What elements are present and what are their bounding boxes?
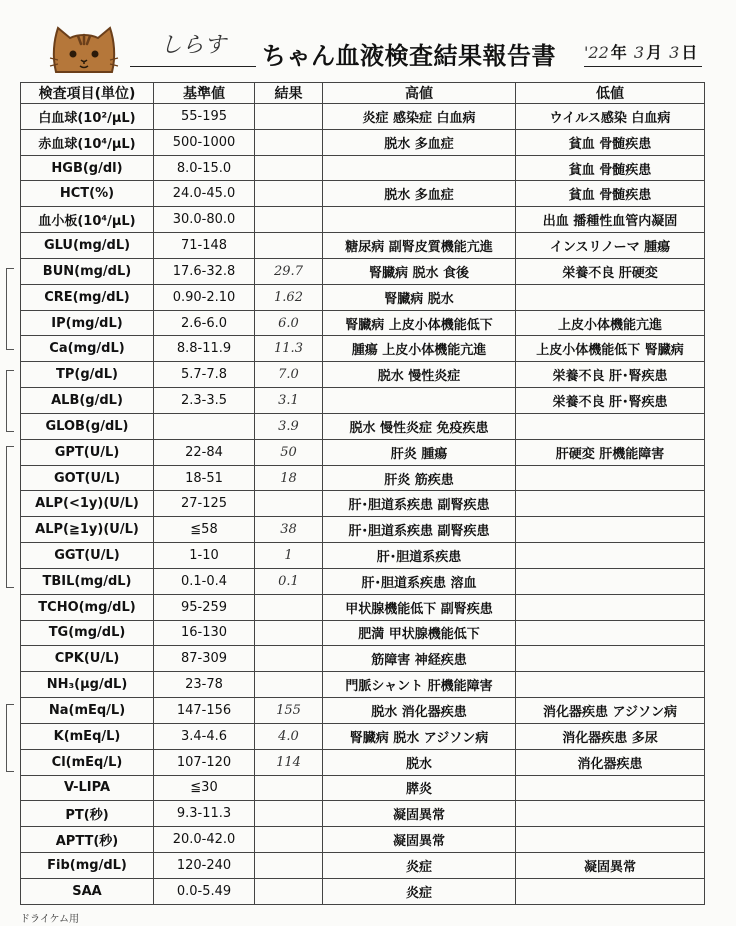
test-item-cell: ALP(≧1y)(U/L) <box>21 517 154 543</box>
low-value-cell <box>516 465 705 491</box>
table-row <box>21 775 705 801</box>
low-value-cell: 出血 播種性血管内凝固 <box>516 207 705 233</box>
reference-range-cell: 107-120 <box>154 749 255 775</box>
reference-range-cell <box>154 413 255 439</box>
test-item-cell: ALB(g/dL) <box>21 388 154 414</box>
reference-range-cell: 8.0-15.0 <box>154 155 255 181</box>
table-row <box>21 646 705 672</box>
reference-range-cell: 9.3-11.3 <box>154 801 255 827</box>
reference-range-cell: 1-10 <box>154 543 255 569</box>
reference-range-cell: ≦58 <box>154 517 255 543</box>
table-row <box>21 104 705 130</box>
result-cell <box>255 775 323 801</box>
table-row <box>21 310 705 336</box>
reference-range-cell: 18-51 <box>154 465 255 491</box>
high-value-cell: 門脈シャント 肝機能障害 <box>323 672 516 698</box>
low-value-cell: 消化器疾患 <box>516 749 705 775</box>
table-row <box>21 517 705 543</box>
reference-range-cell: 0.0-5.49 <box>154 878 255 904</box>
test-item-cell: 赤血球(10⁴/μL) <box>21 129 154 155</box>
low-value-cell <box>516 491 705 517</box>
high-value-cell: 脱水 多血症 <box>323 129 516 155</box>
column-header-high: 高値 <box>323 83 516 104</box>
reference-range-cell: 0.90-2.10 <box>154 284 255 310</box>
reference-range-cell: 95-259 <box>154 594 255 620</box>
test-item-cell: 血小板(10⁴/μL) <box>21 207 154 233</box>
high-value-cell: 腎臓病 脱水 アジソン病 <box>323 723 516 749</box>
result-cell <box>255 672 323 698</box>
high-value-cell: 肝･胆道系疾患 副腎疾患 <box>323 517 516 543</box>
result-cell <box>255 129 323 155</box>
test-item-cell: SAA <box>21 878 154 904</box>
high-value-cell: 膵炎 <box>323 775 516 801</box>
report-title: ちゃん血液検査結果報告書 <box>262 42 556 70</box>
table-row <box>21 853 705 879</box>
date-month: 3 <box>633 43 645 62</box>
high-value-cell <box>323 155 516 181</box>
date-year: '22 <box>584 43 609 62</box>
high-value-cell: 甲状腺機能低下 副腎疾患 <box>323 594 516 620</box>
high-value-cell: 肝･胆道系疾患 <box>323 543 516 569</box>
low-value-cell <box>516 827 705 853</box>
cat-face-icon <box>48 20 120 76</box>
test-item-cell: 白血球(10²/μL) <box>21 104 154 130</box>
test-item-cell: TP(g/dL) <box>21 362 154 388</box>
result-cell: 6.0 <box>255 310 323 336</box>
test-item-cell: TBIL(mg/dL) <box>21 568 154 594</box>
test-item-cell: CPK(U/L) <box>21 646 154 672</box>
test-item-cell: GPT(U/L) <box>21 439 154 465</box>
low-value-cell <box>516 413 705 439</box>
low-value-cell: 肝硬変 肝機能障害 <box>516 439 705 465</box>
table-row <box>21 878 705 904</box>
high-value-cell: 脱水 <box>323 749 516 775</box>
high-value-cell: 凝固異常 <box>323 801 516 827</box>
test-item-cell: GOT(U/L) <box>21 465 154 491</box>
test-item-cell: HGB(g/dl) <box>21 155 154 181</box>
result-cell: 3.1 <box>255 388 323 414</box>
test-item-cell: Na(mEq/L) <box>21 698 154 724</box>
low-value-cell: ウイルス感染 白血病 <box>516 104 705 130</box>
low-value-cell: 凝固異常 <box>516 853 705 879</box>
low-value-cell: 貧血 骨髄疾患 <box>516 155 705 181</box>
low-value-cell: 消化器疾患 多尿 <box>516 723 705 749</box>
high-value-cell: 腎臓病 上皮小体機能低下 <box>323 310 516 336</box>
column-header-result: 結果 <box>255 83 323 104</box>
result-cell: 7.0 <box>255 362 323 388</box>
table-row <box>21 568 705 594</box>
low-value-cell: 貧血 骨髄疾患 <box>516 129 705 155</box>
date-day-kanji: 日 <box>681 43 698 62</box>
low-value-cell: 貧血 骨髄疾患 <box>516 181 705 207</box>
result-cell: 3.9 <box>255 413 323 439</box>
result-cell: 1.62 <box>255 284 323 310</box>
high-value-cell: 肝･胆道系疾患 副腎疾患 <box>323 491 516 517</box>
result-cell: 155 <box>255 698 323 724</box>
reference-range-cell: 147-156 <box>154 698 255 724</box>
test-item-cell: ALP(<1y)(U/L) <box>21 491 154 517</box>
high-value-cell <box>323 207 516 233</box>
table-row <box>21 827 705 853</box>
reference-range-cell: 23-78 <box>154 672 255 698</box>
result-cell <box>255 853 323 879</box>
test-item-cell: Ca(mg/dL) <box>21 336 154 362</box>
test-item-cell: BUN(mg/dL) <box>21 258 154 284</box>
test-item-cell: Cl(mEq/L) <box>21 749 154 775</box>
result-cell: 1 <box>255 543 323 569</box>
table-row <box>21 155 705 181</box>
table-row <box>21 388 705 414</box>
test-item-cell: HCT(%) <box>21 181 154 207</box>
reference-range-cell: 27-125 <box>154 491 255 517</box>
result-cell <box>255 594 323 620</box>
low-value-cell: 栄養不良 肝･腎疾患 <box>516 388 705 414</box>
high-value-cell: 炎症 感染症 白血病 <box>323 104 516 130</box>
low-value-cell: インスリノーマ 腫瘍 <box>516 233 705 259</box>
low-value-cell <box>516 672 705 698</box>
high-value-cell: 肥満 甲状腺機能低下 <box>323 620 516 646</box>
reference-range-cell: 17.6-32.8 <box>154 258 255 284</box>
table-row <box>21 207 705 233</box>
column-header-item: 検査項目(単位) <box>21 83 154 104</box>
column-header-low: 低値 <box>516 83 705 104</box>
test-item-cell: PT(秒) <box>21 801 154 827</box>
test-item-cell: IP(mg/dL) <box>21 310 154 336</box>
table-row <box>21 749 705 775</box>
reference-range-cell: 24.0-45.0 <box>154 181 255 207</box>
high-value-cell: 糖尿病 副腎皮質機能亢進 <box>323 233 516 259</box>
test-item-cell: GLOB(g/dL) <box>21 413 154 439</box>
result-cell <box>255 801 323 827</box>
reference-range-cell: 3.4-4.6 <box>154 723 255 749</box>
low-value-cell <box>516 284 705 310</box>
table-row <box>21 620 705 646</box>
result-cell: 18 <box>255 465 323 491</box>
blood-test-table <box>20 82 705 905</box>
low-value-cell <box>516 775 705 801</box>
low-value-cell <box>516 878 705 904</box>
high-value-cell: 脱水 慢性炎症 <box>323 362 516 388</box>
reference-range-cell: 55-195 <box>154 104 255 130</box>
result-cell <box>255 827 323 853</box>
result-cell <box>255 491 323 517</box>
high-value-cell: 脱水 慢性炎症 免疫疾患 <box>323 413 516 439</box>
table-row <box>21 181 705 207</box>
test-item-cell: NH₃(μg/dL) <box>21 672 154 698</box>
table-header-row <box>21 83 705 104</box>
low-value-cell <box>516 568 705 594</box>
table-row <box>21 336 705 362</box>
table-row <box>21 439 705 465</box>
table-row <box>21 362 705 388</box>
reference-range-cell: 500-1000 <box>154 129 255 155</box>
reference-range-cell: 0.1-0.4 <box>154 568 255 594</box>
low-value-cell <box>516 543 705 569</box>
high-value-cell: 炎症 <box>323 878 516 904</box>
high-value-cell: 凝固異常 <box>323 827 516 853</box>
result-cell <box>255 878 323 904</box>
result-cell: 38 <box>255 517 323 543</box>
column-header-reference: 基準値 <box>154 83 255 104</box>
low-value-cell: 栄養不良 肝･腎疾患 <box>516 362 705 388</box>
result-cell <box>255 646 323 672</box>
table-row <box>21 594 705 620</box>
result-cell <box>255 233 323 259</box>
test-item-cell: TG(mg/dL) <box>21 620 154 646</box>
table-row <box>21 258 705 284</box>
high-value-cell: 筋障害 神経疾患 <box>323 646 516 672</box>
high-value-cell: 腎臓病 脱水 食後 <box>323 258 516 284</box>
low-value-cell: 消化器疾患 アジソン病 <box>516 698 705 724</box>
low-value-cell <box>516 620 705 646</box>
reference-range-cell: 20.0-42.0 <box>154 827 255 853</box>
reference-range-cell: ≦30 <box>154 775 255 801</box>
footnote: ドライケム用 <box>20 914 79 925</box>
reference-range-cell: 2.6-6.0 <box>154 310 255 336</box>
table-row <box>21 284 705 310</box>
low-value-cell: 栄養不良 肝硬変 <box>516 258 705 284</box>
result-group-bracket <box>6 704 14 772</box>
test-item-cell: Fib(mg/dL) <box>21 853 154 879</box>
result-cell <box>255 181 323 207</box>
reference-range-cell: 22-84 <box>154 439 255 465</box>
reference-range-cell: 30.0-80.0 <box>154 207 255 233</box>
test-item-cell: TCHO(mg/dL) <box>21 594 154 620</box>
table-row <box>21 129 705 155</box>
result-group-bracket <box>6 268 14 350</box>
test-item-cell: GGT(U/L) <box>21 543 154 569</box>
test-item-cell: GLU(mg/dL) <box>21 233 154 259</box>
result-cell <box>255 207 323 233</box>
reference-range-cell: 2.3-3.5 <box>154 388 255 414</box>
high-value-cell: 腎臓病 脱水 <box>323 284 516 310</box>
high-value-cell: 脱水 消化器疾患 <box>323 698 516 724</box>
result-cell: 11.3 <box>255 336 323 362</box>
reference-range-cell: 8.8-11.9 <box>154 336 255 362</box>
result-cell <box>255 104 323 130</box>
reference-range-cell: 87-309 <box>154 646 255 672</box>
table-row <box>21 543 705 569</box>
table-row <box>21 672 705 698</box>
test-item-cell: K(mEq/L) <box>21 723 154 749</box>
test-item-cell: APTT(秒) <box>21 827 154 853</box>
reference-range-cell: 5.7-7.8 <box>154 362 255 388</box>
table-row <box>21 465 705 491</box>
low-value-cell: 上皮小体機能低下 腎臓病 <box>516 336 705 362</box>
table-row <box>21 723 705 749</box>
date-day: 3 <box>669 43 680 62</box>
test-item-cell: CRE(mg/dL) <box>21 284 154 310</box>
high-value-cell <box>323 388 516 414</box>
result-cell <box>255 620 323 646</box>
date-year-kanji: 年 <box>610 43 627 62</box>
high-value-cell: 肝･胆道系疾患 溶血 <box>323 568 516 594</box>
low-value-cell <box>516 801 705 827</box>
reference-range-cell: 16-130 <box>154 620 255 646</box>
high-value-cell: 炎症 <box>323 853 516 879</box>
result-cell: 50 <box>255 439 323 465</box>
result-cell: 0.1 <box>255 568 323 594</box>
high-value-cell: 腫瘍 上皮小体機能亢進 <box>323 336 516 362</box>
result-cell: 4.0 <box>255 723 323 749</box>
date-month-kanji: 月 <box>646 43 663 62</box>
low-value-cell: 上皮小体機能亢進 <box>516 310 705 336</box>
test-item-cell: V-LIPA <box>21 775 154 801</box>
high-value-cell: 脱水 多血症 <box>323 181 516 207</box>
result-group-bracket <box>6 370 14 432</box>
table-row <box>21 233 705 259</box>
high-value-cell: 肝炎 腫瘍 <box>323 439 516 465</box>
pet-name-field: しらす <box>130 26 256 67</box>
result-group-bracket <box>6 446 14 588</box>
low-value-cell <box>516 517 705 543</box>
result-cell <box>255 155 323 181</box>
table-row <box>21 698 705 724</box>
table-row <box>21 491 705 517</box>
reference-range-cell: 120-240 <box>154 853 255 879</box>
report-date <box>584 40 702 67</box>
reference-range-cell: 71-148 <box>154 233 255 259</box>
result-cell: 114 <box>255 749 323 775</box>
high-value-cell: 肝炎 筋疾患 <box>323 465 516 491</box>
low-value-cell <box>516 594 705 620</box>
result-cell: 29.7 <box>255 258 323 284</box>
low-value-cell <box>516 646 705 672</box>
table-row <box>21 801 705 827</box>
table-row <box>21 413 705 439</box>
